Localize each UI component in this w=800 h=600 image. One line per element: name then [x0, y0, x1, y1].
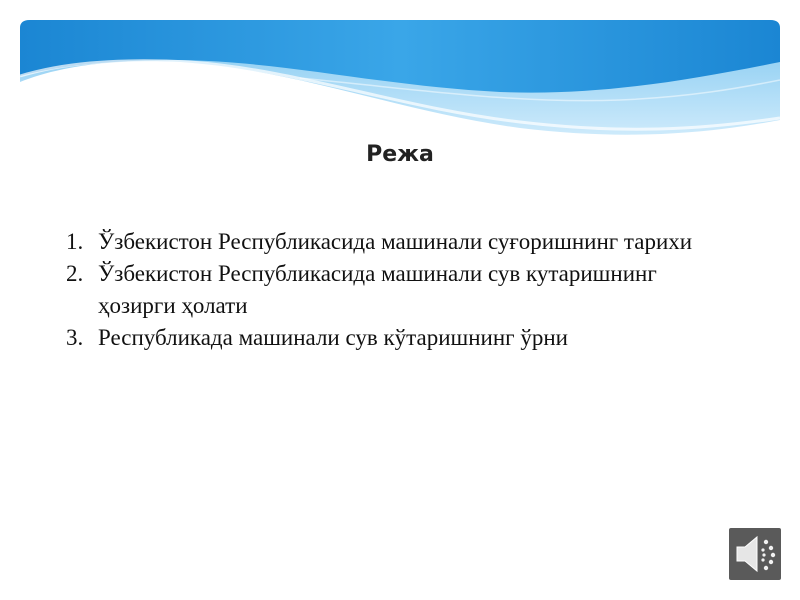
- list-item: [66, 226, 736, 258]
- list-item-number: 3.: [66, 325, 84, 350]
- list-item-text: Ўзбекистон Республикасида машинали суғоришнинг тарихи: [98, 229, 693, 254]
- slide-title: Режа: [366, 142, 434, 167]
- list-item-text: Ўзбекистон Республикасида машинали сув кутаришнинг: [98, 261, 657, 286]
- audio-button[interactable]: [729, 528, 781, 580]
- header-wave-decoration: [0, 0, 800, 150]
- list-item-text-continued: ҳозирги ҳолати: [98, 293, 248, 318]
- list-item-number: 2.: [66, 261, 84, 286]
- speaker-icon: [729, 528, 781, 580]
- list-item-number: 1.: [66, 229, 84, 254]
- plan-list: [66, 226, 736, 354]
- list-item: [66, 258, 736, 322]
- list-item: [66, 322, 736, 354]
- list-item-text: Республикада машинали сув кўтаришнинг ўрни: [98, 325, 568, 350]
